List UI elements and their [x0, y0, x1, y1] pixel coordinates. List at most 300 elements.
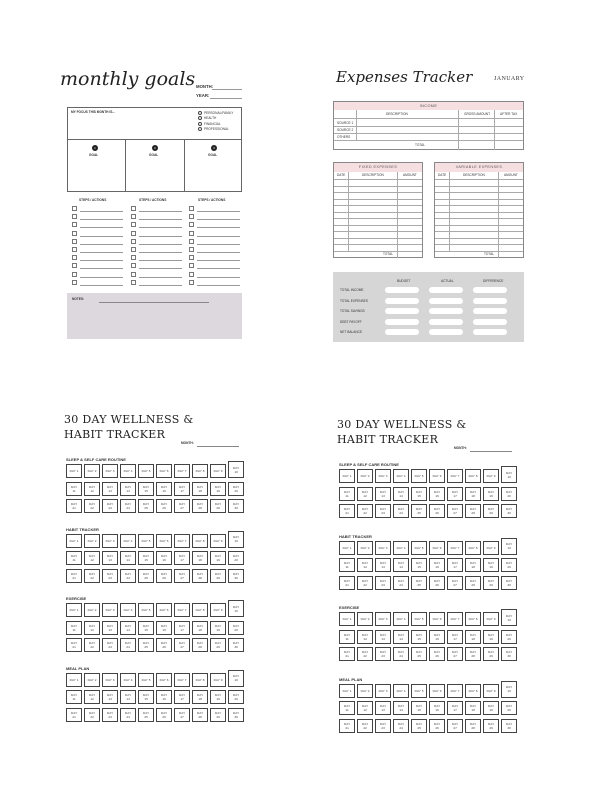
day-cell[interactable] [447, 684, 463, 698]
day-cell[interactable] [375, 684, 391, 698]
summary-value-field[interactable] [385, 298, 419, 304]
day-cell[interactable] [156, 482, 172, 496]
day-cell[interactable] [174, 621, 190, 635]
day-cell[interactable] [411, 576, 427, 590]
day-cell[interactable] [429, 701, 445, 715]
day-cell[interactable] [429, 469, 445, 483]
day-cell[interactable] [102, 621, 118, 635]
day-cell[interactable] [483, 719, 499, 733]
step-checkbox[interactable] [131, 255, 136, 260]
day-cell[interactable] [138, 482, 154, 496]
day-cell[interactable] [228, 708, 244, 722]
day-cell[interactable] [483, 576, 499, 590]
day-cell[interactable] [357, 469, 373, 483]
summary-value-field[interactable] [473, 308, 507, 314]
step-checkbox[interactable] [72, 272, 77, 277]
day-cell[interactable] [174, 673, 190, 687]
day-cell[interactable] [156, 708, 172, 722]
step-checkbox[interactable] [72, 239, 77, 244]
day-cell[interactable] [84, 638, 100, 652]
day-cell[interactable] [501, 681, 517, 698]
day-cell[interactable] [66, 499, 82, 513]
step-checkbox[interactable] [72, 280, 77, 285]
step-checkbox[interactable] [131, 239, 136, 244]
category-item[interactable]: PROFESSIONAL [198, 127, 233, 131]
day-cell[interactable] [339, 630, 355, 644]
day-cell[interactable] [228, 551, 244, 565]
day-cell[interactable] [447, 647, 463, 661]
day-cell[interactable] [84, 569, 100, 583]
summary-value-field[interactable] [385, 308, 419, 314]
step-checkbox[interactable] [189, 206, 194, 211]
day-cell[interactable] [393, 647, 409, 661]
day-cell[interactable] [156, 551, 172, 565]
summary-value-field[interactable] [429, 287, 463, 293]
day-number: 21 [72, 506, 76, 510]
day-cell[interactable] [174, 603, 190, 617]
step-checkbox[interactable] [131, 231, 136, 236]
day-cell[interactable] [375, 504, 391, 518]
day-cell[interactable] [465, 701, 481, 715]
day-cell[interactable] [501, 630, 517, 644]
day-cell[interactable] [357, 558, 373, 572]
step-checkbox[interactable] [131, 206, 136, 211]
day-cell[interactable] [357, 487, 373, 501]
day-cell[interactable] [138, 690, 154, 704]
day-cell[interactable] [174, 464, 190, 478]
day-number: 17 [453, 565, 457, 569]
day-cell[interactable] [120, 708, 136, 722]
day-cell[interactable] [138, 638, 154, 652]
day-cell[interactable] [210, 638, 226, 652]
day-cell[interactable] [465, 558, 481, 572]
day-cell[interactable] [228, 670, 244, 687]
day-cell[interactable] [102, 708, 118, 722]
day-cell[interactable] [465, 684, 481, 698]
day-cell[interactable] [66, 638, 82, 652]
day-cell[interactable] [501, 487, 517, 501]
day-cell[interactable] [120, 551, 136, 565]
day-cell[interactable] [174, 690, 190, 704]
day-cell[interactable] [102, 464, 118, 478]
day-cell[interactable] [228, 638, 244, 652]
day-cell[interactable] [156, 603, 172, 617]
day-cell[interactable] [429, 487, 445, 501]
day-cell[interactable] [228, 461, 244, 478]
day-cell[interactable] [393, 469, 409, 483]
day-cell[interactable] [120, 499, 136, 513]
day-cell[interactable] [393, 719, 409, 733]
summary-value-field[interactable] [429, 319, 463, 325]
day-cell[interactable] [483, 469, 499, 483]
day-cell[interactable] [66, 690, 82, 704]
day-cell[interactable] [210, 551, 226, 565]
day-cell[interactable] [501, 647, 517, 661]
day-cell[interactable] [210, 621, 226, 635]
day-cell[interactable] [102, 673, 118, 687]
day-cell[interactable] [411, 541, 427, 555]
day-cell[interactable] [357, 504, 373, 518]
day-cell[interactable] [411, 684, 427, 698]
step-checkbox[interactable] [72, 263, 77, 268]
day-cell[interactable] [375, 558, 391, 572]
day-cell[interactable] [429, 630, 445, 644]
day-cell[interactable] [102, 551, 118, 565]
day-cell[interactable] [483, 684, 499, 698]
day-cell[interactable] [138, 499, 154, 513]
step-checkbox[interactable] [189, 255, 194, 260]
day-cell[interactable] [357, 684, 373, 698]
day-cell[interactable] [138, 673, 154, 687]
day-cell[interactable] [192, 621, 208, 635]
day-cell[interactable] [156, 673, 172, 687]
day-cell[interactable] [501, 719, 517, 733]
day-cell[interactable] [375, 541, 391, 555]
summary-value-field[interactable] [429, 308, 463, 314]
day-cell[interactable] [483, 647, 499, 661]
day-cell[interactable] [156, 638, 172, 652]
day-cell[interactable] [447, 576, 463, 590]
summary-value-field[interactable] [429, 298, 463, 304]
day-cell[interactable] [411, 487, 427, 501]
day-cell[interactable] [192, 499, 208, 513]
day-cell[interactable] [357, 612, 373, 626]
day-cell[interactable] [84, 673, 100, 687]
day-cell[interactable] [228, 569, 244, 583]
day-cell[interactable] [120, 621, 136, 635]
day-cell[interactable] [192, 569, 208, 583]
day-cell[interactable] [357, 630, 373, 644]
day-cell[interactable] [84, 464, 100, 478]
day-cell[interactable] [339, 541, 355, 555]
day-cell[interactable] [210, 673, 226, 687]
day-cell[interactable] [357, 576, 373, 590]
day-cell[interactable] [138, 708, 154, 722]
day-cell[interactable] [192, 603, 208, 617]
day-cell[interactable] [393, 684, 409, 698]
day-cell[interactable] [375, 630, 391, 644]
day-cell[interactable] [339, 504, 355, 518]
day-cell[interactable] [411, 558, 427, 572]
step-checkbox[interactable] [189, 247, 194, 252]
day-cell[interactable] [156, 499, 172, 513]
day-cell[interactable] [192, 534, 208, 548]
day-cell[interactable] [210, 464, 226, 478]
day-cell[interactable] [375, 576, 391, 590]
day-cell[interactable] [192, 673, 208, 687]
day-cell[interactable] [357, 719, 373, 733]
day-cell[interactable] [447, 541, 463, 555]
day-cell[interactable] [174, 534, 190, 548]
day-cell[interactable] [120, 638, 136, 652]
day-cell[interactable] [447, 469, 463, 483]
day-number: 24 [399, 582, 403, 587]
step-checkbox[interactable] [72, 206, 77, 211]
day-cell[interactable] [84, 482, 100, 496]
day-cell[interactable] [375, 487, 391, 501]
day-cell[interactable] [138, 603, 154, 617]
summary-value-field[interactable] [385, 287, 419, 293]
summary-value-field[interactable] [385, 319, 419, 325]
day-cell[interactable] [411, 612, 427, 626]
day-cell[interactable] [66, 673, 82, 687]
day-cell[interactable] [357, 541, 373, 555]
day-cell[interactable] [192, 482, 208, 496]
day-cell[interactable] [447, 487, 463, 501]
day-cell[interactable] [210, 603, 226, 617]
day-cell[interactable] [339, 487, 355, 501]
day-cell[interactable] [375, 647, 391, 661]
day-cell[interactable] [120, 569, 136, 583]
day-cell[interactable] [210, 690, 226, 704]
day-cell[interactable] [483, 612, 499, 626]
day-cell[interactable] [447, 719, 463, 733]
day-cell[interactable] [411, 469, 427, 483]
step-checkbox[interactable] [131, 272, 136, 277]
day-cell[interactable] [210, 708, 226, 722]
day-cell[interactable] [447, 504, 463, 518]
day-cell[interactable] [339, 576, 355, 590]
day-cell[interactable] [339, 701, 355, 715]
day-cell[interactable] [339, 684, 355, 698]
summary-value-field[interactable] [473, 298, 507, 304]
day-cell[interactable] [483, 701, 499, 715]
day-cell[interactable] [429, 719, 445, 733]
day-cell[interactable] [138, 569, 154, 583]
category-item[interactable]: PERSONAL/FAMILY [198, 111, 233, 115]
step-checkbox[interactable] [131, 222, 136, 227]
day-cell[interactable] [228, 600, 244, 617]
day-cell[interactable] [192, 464, 208, 478]
day-cell[interactable] [156, 534, 172, 548]
day-cell[interactable] [120, 690, 136, 704]
day-cell[interactable] [102, 534, 118, 548]
step-checkbox[interactable] [131, 263, 136, 268]
day-cell[interactable] [429, 558, 445, 572]
day-cell[interactable] [501, 701, 517, 715]
day-cell[interactable] [465, 541, 481, 555]
day-cell[interactable] [411, 701, 427, 715]
day-cell[interactable] [174, 638, 190, 652]
day-cell[interactable] [102, 603, 118, 617]
day-cell[interactable] [120, 603, 136, 617]
day-cell[interactable] [339, 469, 355, 483]
day-number: 18 [471, 708, 475, 712]
day-cell[interactable] [501, 558, 517, 572]
day-number: 18 [471, 636, 475, 641]
summary-value-field[interactable] [429, 329, 463, 335]
step-checkbox[interactable] [72, 222, 77, 227]
day-cell[interactable] [120, 534, 136, 548]
step-line [139, 244, 182, 245]
day-cell[interactable] [429, 504, 445, 518]
day-cell[interactable] [411, 719, 427, 733]
day-cell[interactable] [138, 551, 154, 565]
day-cell[interactable] [156, 621, 172, 635]
day-cell[interactable] [138, 464, 154, 478]
step-checkbox[interactable] [131, 280, 136, 285]
summary-value-field[interactable] [473, 319, 507, 325]
day-cell[interactable] [228, 621, 244, 635]
day-cell[interactable] [393, 487, 409, 501]
day-cell[interactable] [84, 690, 100, 704]
day-cell[interactable] [465, 630, 481, 644]
day-cell[interactable] [66, 482, 82, 496]
day-cell[interactable] [210, 569, 226, 583]
day-cell[interactable] [393, 504, 409, 518]
day-cell[interactable] [156, 569, 172, 583]
day-cell[interactable] [84, 603, 100, 617]
day-cell[interactable] [357, 647, 373, 661]
day-cell[interactable] [192, 551, 208, 565]
day-cell[interactable] [228, 482, 244, 496]
day-cell[interactable] [483, 487, 499, 501]
step-checkbox[interactable] [189, 239, 194, 244]
day-cell[interactable] [393, 576, 409, 590]
day-cell[interactable] [339, 612, 355, 626]
day-cell[interactable] [339, 558, 355, 572]
day-cell[interactable] [66, 708, 82, 722]
day-cell[interactable] [447, 701, 463, 715]
day-number: 2 [94, 538, 97, 543]
day-cell[interactable] [501, 609, 517, 626]
step-checkbox[interactable] [189, 231, 194, 236]
step-checkbox[interactable] [72, 231, 77, 236]
day-cell[interactable] [66, 621, 82, 635]
day-cell[interactable] [339, 647, 355, 661]
day-cell[interactable] [393, 612, 409, 626]
day-cell[interactable] [429, 647, 445, 661]
day-number: 21 [345, 725, 349, 730]
day-cell[interactable] [156, 690, 172, 704]
day-cell[interactable] [393, 701, 409, 715]
day-cell[interactable] [210, 482, 226, 496]
day-cell[interactable] [192, 638, 208, 652]
step-checkbox[interactable] [189, 222, 194, 227]
day-cell[interactable] [375, 701, 391, 715]
step-checkbox[interactable] [72, 214, 77, 219]
day-cell[interactable] [501, 576, 517, 590]
step-line [197, 227, 240, 228]
day-cell[interactable] [102, 569, 118, 583]
day-cell[interactable] [210, 499, 226, 513]
day-cell[interactable] [66, 603, 82, 617]
day-cell[interactable] [84, 534, 100, 548]
day-cell[interactable] [465, 576, 481, 590]
day-cell[interactable] [501, 538, 517, 555]
day-cell[interactable] [228, 499, 244, 513]
day-cell[interactable] [501, 504, 517, 518]
day-cell[interactable] [483, 558, 499, 572]
step-line [80, 268, 123, 269]
day-cell[interactable] [411, 630, 427, 644]
day-cell[interactable] [465, 612, 481, 626]
category-item[interactable]: HEALTH [198, 116, 233, 120]
day-cell[interactable] [192, 708, 208, 722]
day-cell[interactable] [429, 541, 445, 555]
day-cell[interactable] [102, 482, 118, 496]
day-cell[interactable] [411, 504, 427, 518]
day-cell[interactable] [66, 551, 82, 565]
day-cell[interactable] [465, 504, 481, 518]
step-checkbox[interactable] [189, 280, 194, 285]
day-cell[interactable] [429, 612, 445, 626]
day-cell[interactable] [228, 531, 244, 548]
day-cell[interactable] [465, 647, 481, 661]
step-checkbox[interactable] [131, 214, 136, 219]
day-number: 9 [493, 617, 496, 621]
day-cell[interactable] [465, 719, 481, 733]
day-cell[interactable] [174, 708, 190, 722]
day-cell[interactable] [447, 612, 463, 626]
day-cell[interactable] [84, 621, 100, 635]
day-cell[interactable] [192, 690, 208, 704]
day-cell[interactable] [84, 708, 100, 722]
day-cell[interactable] [102, 499, 118, 513]
day-cell[interactable] [174, 569, 190, 583]
day-cell[interactable] [174, 482, 190, 496]
day-cell[interactable] [102, 690, 118, 704]
day-cell[interactable] [375, 469, 391, 483]
step-checkbox[interactable] [72, 247, 77, 252]
day-cell[interactable] [411, 647, 427, 661]
day-cell[interactable] [375, 719, 391, 733]
day-cell[interactable] [447, 630, 463, 644]
day-cell[interactable] [375, 612, 391, 626]
day-cell[interactable] [483, 630, 499, 644]
day-cell[interactable] [483, 504, 499, 518]
day-cell[interactable] [483, 541, 499, 555]
day-cell[interactable] [501, 466, 517, 483]
summary-value-field[interactable] [473, 287, 507, 293]
day-cell[interactable] [339, 719, 355, 733]
day-cell[interactable] [174, 551, 190, 565]
day-cell[interactable] [66, 569, 82, 583]
step-checkbox[interactable] [189, 214, 194, 219]
step-checkbox[interactable] [189, 272, 194, 277]
summary-value-field[interactable] [473, 329, 507, 335]
day-cell[interactable] [138, 621, 154, 635]
day-cell[interactable] [228, 690, 244, 704]
day-cell[interactable] [66, 464, 82, 478]
day-cell[interactable] [357, 701, 373, 715]
day-cell[interactable] [66, 534, 82, 548]
day-cell[interactable] [84, 499, 100, 513]
summary-value-field[interactable] [385, 329, 419, 335]
step-checkbox[interactable] [189, 263, 194, 268]
day-cell[interactable] [84, 551, 100, 565]
category-item[interactable]: FINANCIAL [198, 122, 233, 126]
day-cell[interactable] [210, 534, 226, 548]
day-cell[interactable] [120, 464, 136, 478]
day-cell[interactable] [447, 558, 463, 572]
day-cell[interactable] [138, 534, 154, 548]
day-cell[interactable] [393, 541, 409, 555]
day-cell[interactable] [393, 558, 409, 572]
day-cell[interactable] [120, 482, 136, 496]
day-cell[interactable] [393, 630, 409, 644]
day-cell[interactable] [120, 673, 136, 687]
day-cell[interactable] [429, 576, 445, 590]
day-cell[interactable] [102, 638, 118, 652]
day-cell[interactable] [465, 469, 481, 483]
step-checkbox[interactable] [72, 255, 77, 260]
day-cell[interactable] [429, 684, 445, 698]
day-cell[interactable] [465, 487, 481, 501]
day-cell[interactable] [174, 499, 190, 513]
step-checkbox[interactable] [131, 247, 136, 252]
day-cell[interactable] [156, 464, 172, 478]
